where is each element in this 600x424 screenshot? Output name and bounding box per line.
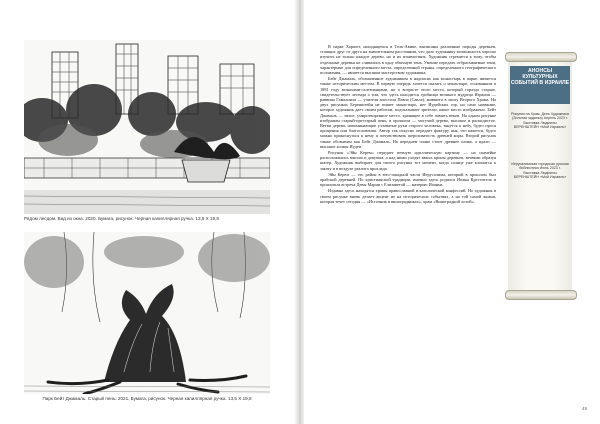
article-body bbox=[320, 44, 496, 400]
page-number: 49 bbox=[582, 406, 588, 411]
scroll-title: АНОНСЫ КУЛЬТУРНЫХ СОБЫТИЙ В ИЗРАИЛЕ bbox=[510, 68, 570, 86]
article-paragraph: Эйн Керем — это район в юго-западной части Иерусалима, который в прошлом был арабской деревней. По христианской традиции, именно здесь родился Иоанн Креститель и произошла встреча Девы Марии с Елизаветой — матерью Иоанна. bbox=[320, 171, 496, 188]
events-scroll bbox=[505, 52, 575, 300]
sketch-city-view bbox=[24, 40, 270, 214]
old-stump-drawing-icon bbox=[24, 232, 270, 394]
article-paragraph: Рисунок «Эйн Керем» передает вечную идиллическую картину — на скамейке расположились юноша и девушка, а над ними уходят ввысь кроны деревьев, ветвями образуя шатер. Художник выбирает для своего рисунка тот момент, когда солнце уже клонится к закату и в воздухе разлита прохлада. bbox=[320, 150, 496, 171]
sketch-2-caption: Парк Бейт Джамаль. Старый пень. 2021. Бумага, рисунок. Черная капиллярная ручка. 13,5 X 19,8 bbox=[42, 396, 252, 401]
article-paragraph: В парке Хоршет, находящемся в Тель-Авиве, выписаны различные породы деревьев, стоящих друг от друга на значительном расстоянии, что дало художнику возможность хорошо изучить не только каждое дерево, но и их взаимосвязь. Художник стремится к тому, чтобы отдельные деревья не сливались в одну обычную тень. Умение передать отбрасываемые тени, характерные для определенного места, определенной страны, определенного географического положения, — является высшим мастерством художника. bbox=[320, 44, 496, 76]
article-paragraph: Бейт Джамаль, обозначенное художником в надписях как монастырь в парке, является также историческим местом. В первую очередь хочется сказать о монастыре, основанном в 1881 году монахами-салезианцами, но о возрасте этого места, который гораздо старше, свидетельствует легенда о том, что здесь находится гробница великого мудреца Израиля — раввина Гамалиила — учителя апостола Павла (Савла), жившего в эпоху Второго Храма. На двух рисунках Беренштейн не пишет монастырь, нет Иудейских гор, но само название, которое художник дает своим работам, подсказывает зрителю, какое место изображено. Бейт Джамаль — тихое, умиротворенное место, хранящее в себе память веков. На одном рисунке изображен старый-престарый пень, в прошлом — могучий дерево, высокое и раскидистое. Ветви дерева, напоминающие узловатые руки старого человека, тянутся к небу, будто прося прощения или благословения. Автор так искусно передает фактуру пня, что кажется, будто можно прикоснуться к нему и почувствовать шероховатость древней коры. Второй рисунок также обозначен как Бейт Джамаль. На переднем плане стоит древнее олива, а вдали — высокие холмы Иудеи. bbox=[320, 76, 496, 149]
article-paragraph: Издавна здесь находятся храмы православной и католической конфессий. Но художник в своем рисунке вновь делает акцент не на исторических событиях, а на той самой жизни, которая течет сегодня — «Источник в виноградниках», храм «Виноградной лозой». bbox=[320, 188, 496, 204]
sketch-1-caption: Рядом лесдом. Вид из окна. 2020. Бумага, рисунок. Черная капиллярная ручка. 13,5 X 19,8 bbox=[24, 216, 219, 221]
scroll-roll-top bbox=[505, 52, 577, 62]
scroll-event-2: Иерусалимская городская русская библиотека Июнь 2023 г. Выставка Людмилы БЕРЕНШТЕЙН «Мой Израиль» bbox=[511, 162, 569, 180]
left-page bbox=[0, 0, 296, 424]
scroll-roll-bottom bbox=[505, 290, 577, 300]
city-view-drawing-icon bbox=[24, 40, 270, 214]
scroll-event-1: Рисунки на Храм, День Художника (Золотая заданья) Апрель 2023 г. Выставка Людмилы БЕРЕНШТЕЙН «Мой Израиль» bbox=[511, 112, 569, 130]
sketch-old-stump bbox=[24, 232, 270, 394]
